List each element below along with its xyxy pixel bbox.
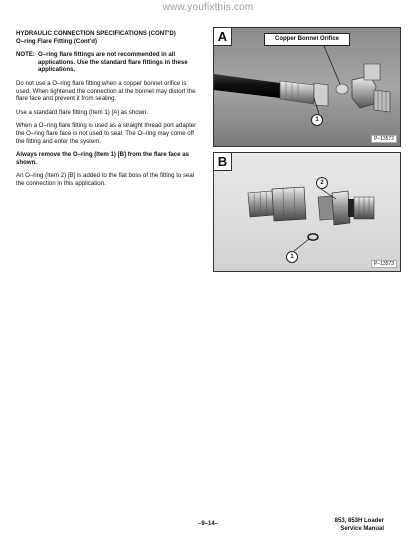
copper-bonnet-orifice-label: Copper Bonnet Orifice	[264, 33, 350, 46]
section-title: HYDRAULIC CONNECTION SPECIFICATIONS (CONT'D)	[16, 30, 176, 37]
figure-b	[213, 152, 401, 272]
model-name: 853, 853H Loader	[334, 518, 384, 524]
figure-b-letter: B	[214, 153, 232, 171]
item-1-callout: 1	[311, 114, 323, 126]
figure-b-photo	[214, 153, 400, 271]
paragraph-port-adapter: When a O–ring flare fitting is used as a straight thread port adapter the O–ring flare face is not used to seal. The O–ring may come off the fitting and enter the system.	[16, 122, 197, 145]
section-subtitle: O–ring Flare Fitting (Cont'd)	[16, 37, 97, 45]
figure-b-photo-id: P–13573	[371, 260, 397, 268]
note-label: NOTE:	[16, 51, 35, 59]
figure-a-photo-id: P–13572	[371, 135, 397, 143]
manual-title: Service Manual	[340, 525, 384, 532]
item-1-callout: 1	[286, 251, 298, 263]
left-text-column	[16, 30, 201, 194]
paragraph-added-oring: An O–ring (Item 2) [B] is added to the flat boss of the fitting to seal the connection in this application.	[16, 172, 195, 187]
paragraph-standard-fitting: Use a standard flare fitting (Item 1) [A] as shown.	[16, 108, 149, 116]
page-number: –9–14–	[197, 521, 219, 527]
note	[16, 51, 201, 74]
figure-a-letter: A	[214, 28, 232, 46]
item-2-callout: 2	[316, 177, 328, 189]
watermark: www.youfixthis.com	[162, 2, 254, 13]
paragraph-copper-bonnet: Do not use a O–ring flare fitting when a copper bonnet orifice is used. When tightened the connection at the bonnet may distort the flare face and prevent it from sealing.	[16, 79, 196, 103]
note-text: O–ring flare fittings are not recommended in all applications. Use the standard flare fittings in these applications.	[38, 51, 188, 74]
figure-a	[213, 27, 401, 147]
manual-info	[335, 518, 384, 533]
paragraph-remove-oring: Always remove the O–ring (Item 1) [B] from the flare face as shown.	[16, 151, 190, 166]
